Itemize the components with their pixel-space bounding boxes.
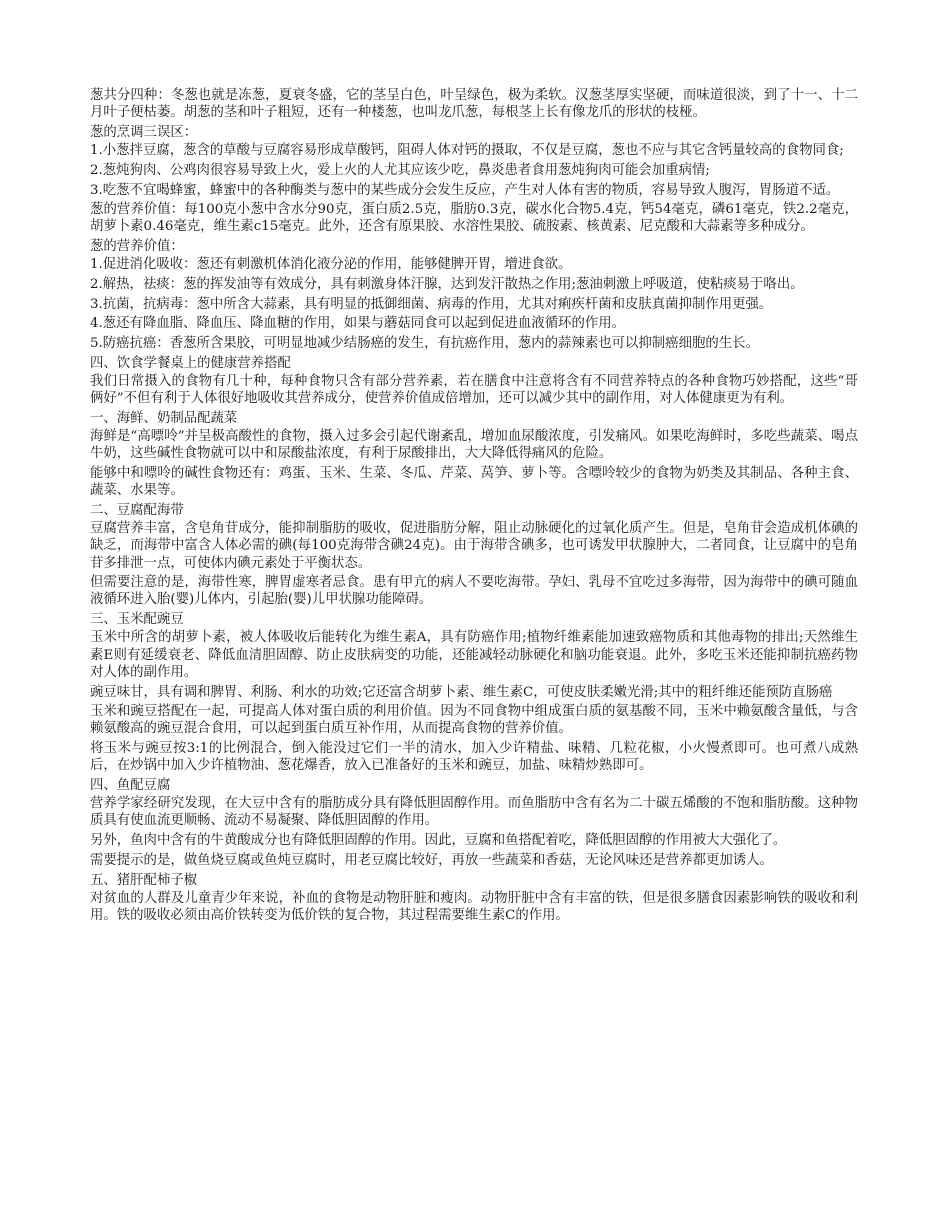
body-paragraph: 营养学家经研究发现，在大豆中含有的脂肪成分具有降低胆固醇作用。而鱼脂肪中含有名为二十碳五烯酸的不饱和脂肪酸。这种物质具有使血流更顺畅、流动不易凝聚、降低胆固醇的作用。 (90, 796, 858, 829)
body-paragraph: 能够中和嘌呤的碱性食物还有：鸡蛋、玉米、生菜、冬瓜、芹菜、莴笋、萝卜等。含嘌呤较少的食物为奶类及其制品、各种主食、蔬菜、水果等。 (90, 466, 858, 499)
list-item: 3.吃葱不宜喝蜂蜜，蜂蜜中的各种酶类与葱中的某些成分会发生反应，产生对人体有害的物质，容易导致人腹泻，胃肠道不适。 (90, 182, 840, 198)
body-paragraph: 另外，鱼肉中含有的牛黄酸成分也有降低胆固醇的作用。因此，豆腐和鱼搭配着吃，降低胆固醇的作用被大大强化了。 (90, 833, 787, 849)
section-heading: 二、豆腐配海带 (90, 502, 184, 518)
section-heading: 四、饮食学餐桌上的健康营养搭配 (90, 355, 291, 371)
list-item: 4.葱还有降血脂、降血压、降血糖的作用，如果与蘑菇同食可以起到促进血液循环的作用。 (90, 316, 626, 332)
intro-paragraph: 葱共分四种：冬葱也就是冻葱，夏衰冬盛，它的茎呈白色，叶呈绿色，极为柔软。汉葱茎厚实坚硬，而味道很淡，到了十一、十二月叶子便枯萎。胡葱的茎和叶子粗短，还有一种楼葱，也叫龙爪葱，每根茎上长有像龙爪的形状的枝桠。 (90, 88, 858, 121)
body-paragraph: 葱的营养价值：每100克小葱中含水分90克，蛋白质2.5克，脂肪0.3克，碳水化合物5.4克，钙54毫克，磷61毫克，铁2.2毫克，胡萝卜素0.46毫克，维生素c15毫克。此外，还含有原果胶、水溶性果胶、硫胺素、核黄素、尼克酸和大蒜素等多种成分。 (90, 202, 858, 235)
body-paragraph: 豆腐营养丰富，含皂角苷成分，能抑制脂肪的吸收，促进脂肪分解，阻止动脉硬化的过氧化质产生。但是，皂角苷会造成机体碘的缺乏，而海带中富含人体必需的碘(每100克海带含碘24克)。由于海带含碘多，也可诱发甲状腺肿大，二者同食，让豆腐中的皂角苷多排泄一点，可使体内碘元素处于平衡状态。 (90, 521, 858, 571)
section-heading: 四、鱼配豆腐 (90, 778, 171, 794)
section-heading: 五、猪肝配柿子椒 (90, 872, 198, 888)
list-item: 3.抗菌，抗病毒：葱中所含大蒜素，具有明显的抵御细菌、病毒的作用，尤其对痢疾杆菌和皮肤真菌抑制作用更强。 (90, 296, 773, 312)
body-paragraph: 我们日常摄入的食物有几十种，每种食物只含有部分营养素，若在膳食中注意将含有不同营养特点的各种食物巧妙搭配，这些“哥俩好”不但有利于人体很好地吸收其营养成分，使营养价值成倍增加，还可以减少其中的副作用，对人体健康更为有利。 (90, 374, 858, 407)
body-paragraph: 海鲜是“高嘌呤”并呈极高酸性的食物，摄入过多会引起代谢紊乱，增加血尿酸浓度，引发痛风。如果吃海鲜时，多吃些蔬菜、喝点牛奶，这些碱性食物就可以中和尿酸盐浓度，有利于尿酸排出，大大降低得痛风的危险。 (90, 429, 858, 462)
body-paragraph: 需要提示的是，做鱼烧豆腐或鱼炖豆腐时，用老豆腐比较好，再放一些蔬菜和香菇，无论风味还是营养都更加诱人。 (90, 852, 773, 868)
section-heading: 三、玉米配豌豆 (90, 612, 184, 628)
list-item: 1.促进消化吸收：葱还有刺激机体消化液分泌的作用，能够健脾开胃，增进食欲。 (90, 257, 572, 273)
section-heading: 一、海鲜、奶制品配蔬菜 (90, 410, 238, 426)
section-heading: 葱的营养价值： (90, 239, 184, 255)
list-item: 1.小葱拌豆腐，葱含的草酸与豆腐容易形成草酸钙，阻碍人体对钙的摄取，不仅是豆腐，葱也不应与其它含钙量较高的食物同食; (90, 143, 844, 159)
body-paragraph: 对贫血的人群及儿童青少年来说，补血的食物是动物肝脏和瘦肉。动物肝脏中含有丰富的铁，但是很多膳食因素影响铁的吸收和利用。铁的吸收必须由高价铁转变为低价铁的复合物，其过程需要维生素C的作用。 (90, 890, 858, 923)
body-paragraph: 将玉米与豌豆按3:1的比例混合，倒入能没过它们一半的清水，加入少许精盐、味精、几粒花椒，小火慢煮即可。也可煮八成熟后，在炒锅中加入少许植物油、葱花爆香，放入已准备好的玉米和豌豆，加盐、味精炒熟即可。 (90, 741, 858, 774)
body-paragraph: 但需要注意的是，海带性寒，脾胃虚寒者忌食。患有甲亢的病人不要吃海带。孕妇、乳母不宜吃过多海带，因为海带中的碘可随血液循环进入胎(婴)儿体内，引起胎(婴)儿甲状腺功能障碍。 (90, 575, 858, 608)
section-heading: 葱的烹调三误区： (90, 124, 198, 140)
body-paragraph: 玉米和豌豆搭配在一起，可提高人体对蛋白质的利用价值。因为不同食物中组成蛋白质的氨基酸不同，玉米中赖氨酸含量低，与含赖氨酸高的豌豆混合食用，可以起到蛋白质互补作用，从而提高食物的营养价值。 (90, 704, 858, 737)
body-paragraph: 豌豆味甘，具有调和脾胃、利肠、利水的功效;它还富含胡萝卜素、维生素C，可使皮肤柔嫩光滑;其中的粗纤维还能预防直肠癌 (90, 684, 833, 700)
body-paragraph: 玉米中所含的胡萝卜素，被人体吸收后能转化为维生素A，具有防癌作用;植物纤维素能加速致癌物质和其他毒物的排出;天然维生素E则有延缓衰老、降低血清胆固醇、防止皮肤病变的功能，还能减轻动脉硬化和脑功能衰退。此外，多吃玉米还能抑制抗癌药物对人体的副作用。 (90, 630, 858, 680)
list-item: 2.解热，祛痰：葱的挥发油等有效成分，具有刺激身体汗腺，达到发汗散热之作用;葱油刺激上呼吸道，使粘痰易于咯出。 (90, 277, 804, 293)
list-item: 2.葱炖狗肉、公鸡肉很容易导致上火，爱上火的人尤其应该少吃，鼻炎患者食用葱炖狗肉可能会加重病情; (90, 162, 710, 178)
list-item: 5.防癌抗癌：香葱所含果胶，可明显地减少结肠癌的发生，有抗癌作用，葱内的蒜辣素也可以抑制癌细胞的生长。 (90, 336, 759, 352)
